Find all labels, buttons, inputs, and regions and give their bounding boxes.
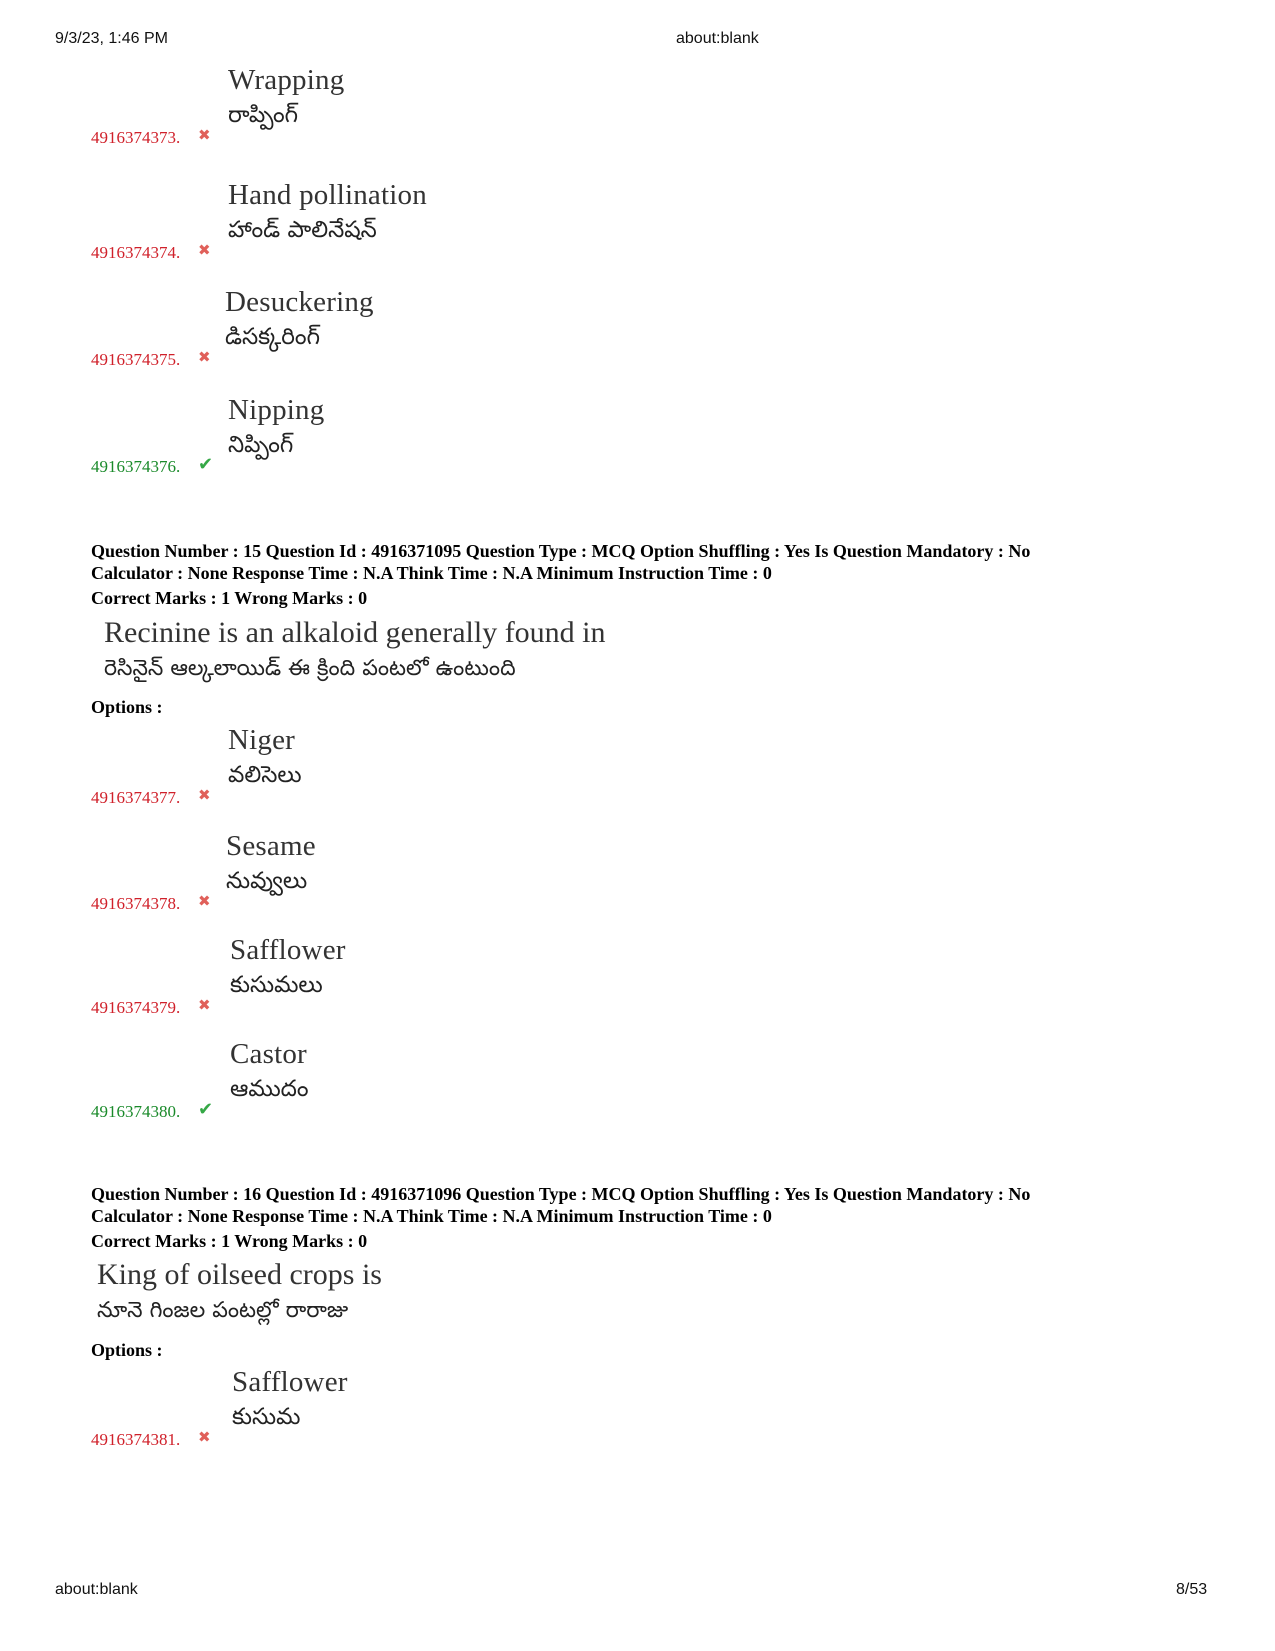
check-icon: ✔ <box>198 454 214 475</box>
option-text-te: రాప్పింగ్ <box>228 102 299 128</box>
option-text-en: Niger <box>228 724 296 756</box>
option-row <box>0 828 900 928</box>
option-text-en: Nipping <box>228 394 325 426</box>
option-row <box>0 60 900 160</box>
option-id: 4916374381. <box>91 1430 181 1449</box>
option-text-en: Safflower <box>232 1366 348 1398</box>
print-footer-url: about:blank <box>55 1581 138 1598</box>
option-id: 4916374379. <box>91 998 181 1017</box>
print-page-number: 8/53 <box>1176 1581 1208 1598</box>
question-meta-line1: Question Number : 15 Question Id : 4916371095 Question Type : MCQ Option Shuffling : Yes Is Question Mandatory : No <box>91 541 1031 561</box>
option-text-en: Sesame <box>226 830 316 862</box>
option-id: 4916374375. <box>91 350 181 369</box>
option-row <box>0 175 900 275</box>
option-id: 4916374378. <box>91 894 181 913</box>
question-meta-line2: Calculator : None Response Time : N.A Think Time : N.A Minimum Instruction Time : 0 <box>91 1206 772 1226</box>
question-text-te: నూనె గింజల పంటల్లో రారాజు <box>97 1298 349 1323</box>
cross-icon: ✖ <box>198 126 211 144</box>
option-text-te: డిసక్కరింగ్ <box>225 324 320 350</box>
option-id: 4916374374. <box>91 243 181 262</box>
option-text-te: వలిసెలు <box>228 762 302 788</box>
option-text-te: హాండ్ పాలినేషన్ <box>228 217 377 243</box>
option-row <box>0 390 900 490</box>
cross-icon: ✖ <box>198 348 211 366</box>
question-marks: Correct Marks : 1 Wrong Marks : 0 <box>91 588 368 608</box>
question-meta <box>91 1183 1030 1227</box>
cross-icon: ✖ <box>198 892 211 910</box>
cross-icon: ✖ <box>198 996 211 1014</box>
option-row <box>0 722 900 822</box>
option-row <box>0 282 900 382</box>
check-icon: ✔ <box>198 1099 214 1120</box>
options-label: Options : <box>91 1340 163 1360</box>
option-text-te: నువ్వులు <box>226 868 308 894</box>
option-text-en: Desuckering <box>225 286 374 318</box>
question-meta-line1: Question Number : 16 Question Id : 4916371096 Question Type : MCQ Option Shuffling : Yes Is Question Mandatory : No <box>91 1184 1031 1204</box>
print-page-title: about:blank <box>676 30 759 47</box>
option-text-te: నిప్పింగ్ <box>228 432 294 458</box>
question-text-te: రెసినైన్ ఆల్కలాయిడ్ ఈ క్రింది పంటలో ఉంటుంది <box>104 656 516 681</box>
option-text-en: Hand pollination <box>228 179 427 211</box>
question-text-en: Recinine is an alkaloid generally found in <box>104 616 606 649</box>
cross-icon: ✖ <box>198 786 211 804</box>
option-row <box>0 932 900 1032</box>
option-text-en: Wrapping <box>228 64 345 96</box>
option-text-te: కుసుమ <box>232 1404 301 1430</box>
option-id: 4916374377. <box>91 788 181 807</box>
option-row <box>0 1364 900 1464</box>
option-text-en: Safflower <box>230 934 346 966</box>
question-meta <box>91 540 1030 584</box>
option-text-te: కుసుమలు <box>230 972 323 998</box>
option-text-te: ఆముదం <box>230 1076 309 1102</box>
option-id: 4916374380. <box>91 1102 181 1121</box>
option-row <box>0 1036 900 1136</box>
option-id: 4916374376. <box>91 457 181 476</box>
option-text-en: Castor <box>230 1038 307 1070</box>
cross-icon: ✖ <box>198 241 211 259</box>
question-marks: Correct Marks : 1 Wrong Marks : 0 <box>91 1231 368 1251</box>
question-meta-line2: Calculator : None Response Time : N.A Think Time : N.A Minimum Instruction Time : 0 <box>91 563 772 583</box>
cross-icon: ✖ <box>198 1428 211 1446</box>
question-text-en: King of oilseed crops is <box>97 1258 382 1291</box>
options-label: Options : <box>91 697 163 717</box>
option-id: 4916374373. <box>91 128 181 147</box>
print-datetime: 9/3/23, 1:46 PM <box>55 30 168 47</box>
